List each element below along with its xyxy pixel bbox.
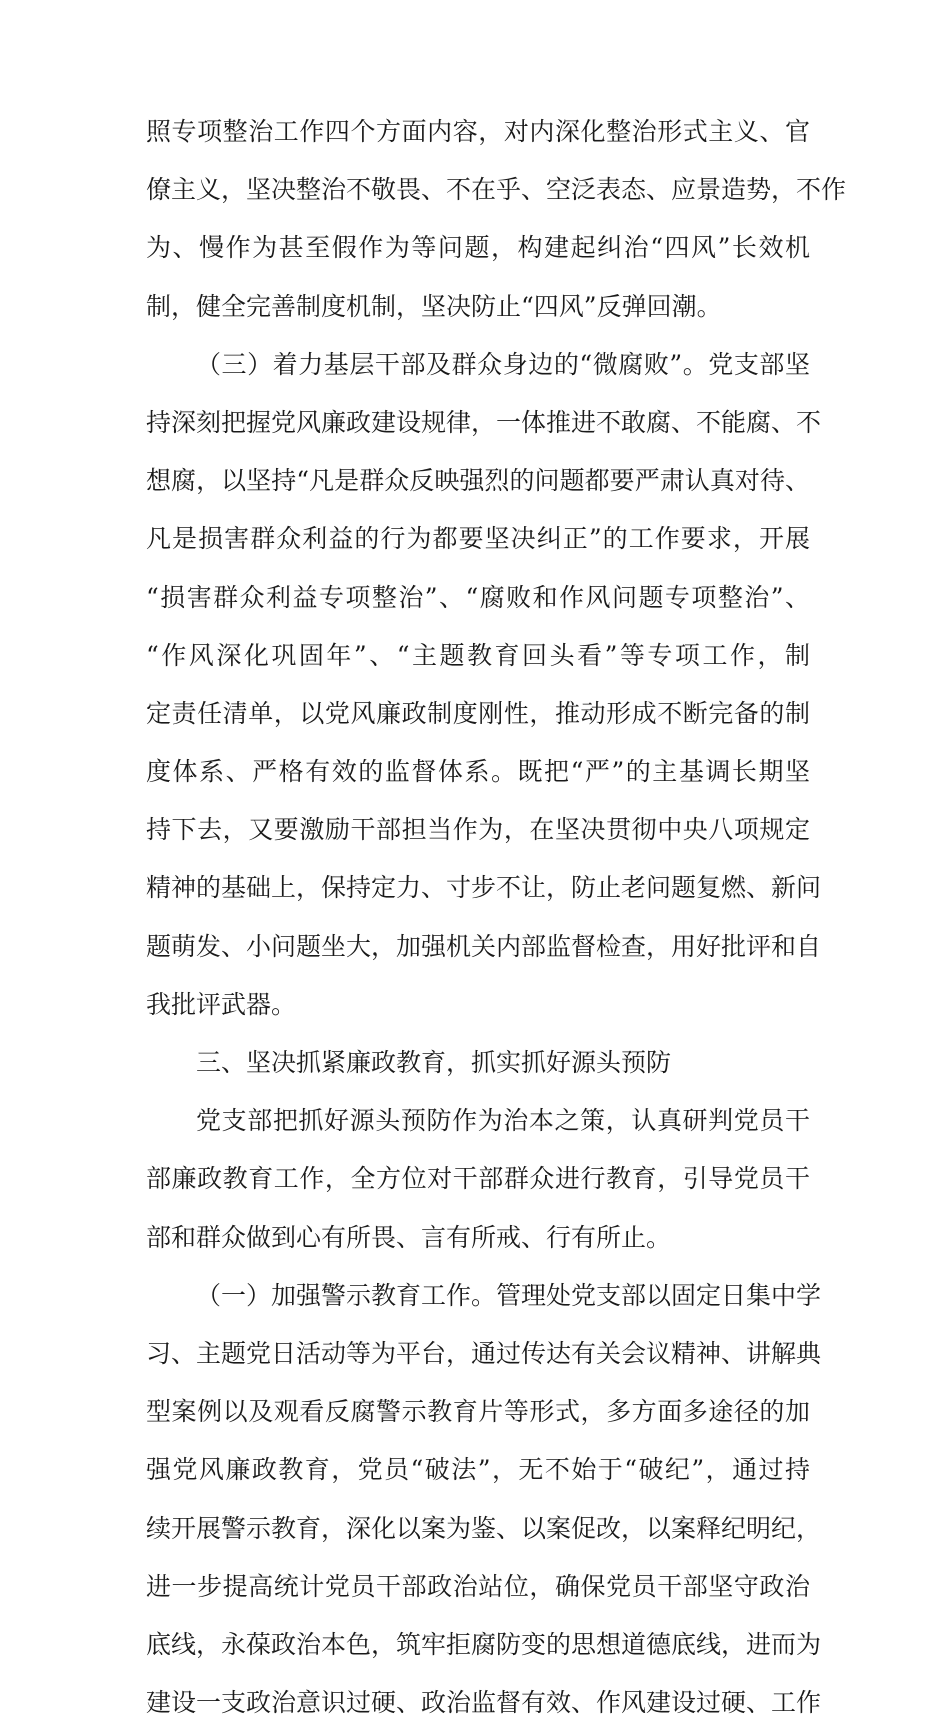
text-line: 进一步提高统计党员干部政治站位，确保党员干部坚守政治: [146, 1571, 810, 1601]
text-line: 建设一支政治意识过硬、政治监督有效、作风建设过硬、工作: [146, 1688, 822, 1718]
text-line: 党支部把抓好源头预防作为治本之策，认真研判党员干: [196, 1106, 810, 1136]
text-line: 度体系、严格有效的监督体系。既把“严”的主基调长期坚: [146, 757, 810, 787]
text-line: 僚主义，坚决整治不敬畏、不在乎、空泛表态、应景造势，不作: [146, 175, 847, 205]
text-line: 凡是损害群众利益的行为都要坚决纠正”的工作要求，开展: [146, 524, 810, 554]
text-line: 强党风廉政教育，党员“破法”，无不始于“破纪”，通过持: [146, 1455, 810, 1485]
paragraph-end-line: 制，健全完善制度机制，坚决防止“四风”反弹回潮。: [146, 291, 722, 321]
text-line: 定责任清单，以党风廉政制度刚性，推动形成不断完备的制: [146, 698, 810, 728]
paragraph-end-line: 部和群众做到心有所畏、言有所戒、行有所止。: [146, 1222, 672, 1252]
text-line: 想腐，以坚持“凡是群众反映强烈的问题都要严肃认真对待、: [146, 466, 810, 496]
text-line: “损害群众利益专项整治”、“腐败和作风问题专项整治”、: [146, 582, 810, 612]
text-line: 持深刻把握党风廉政建设规律，一体推进不敢腐、不能腐、不: [146, 407, 822, 437]
text-line: 题萌发、小问题坐大，加强机关内部监督检查，用好批评和自: [146, 931, 822, 961]
paragraph-end-line: 我批评武器。: [146, 989, 297, 1019]
document-body: [146, 103, 847, 1732]
subsection-heading-line: （一）加强警示教育工作。管理处党支部以固定日集中学: [196, 1280, 822, 1310]
text-line: 底线，永葆政治本色，筑牢拒腐防变的思想道德底线，进而为: [146, 1629, 822, 1659]
section-heading: 三、坚决抓紧廉政教育，抓实抓好源头预防: [196, 1048, 672, 1077]
text-line: “作风深化巩固年”、“主题教育回头看”等专项工作，制: [146, 640, 810, 670]
text-line: 持下去，又要激励干部担当作为，在坚决贯彻中央八项规定: [146, 815, 810, 845]
text-line: 精神的基础上，保持定力、寸步不让，防止老问题复燃、新问: [146, 873, 822, 903]
subsection-heading-line: （三）着力基层干部及群众身边的“微腐败”。党支部坚: [196, 349, 810, 379]
text-line: 为、慢作为甚至假作为等问题，构建起纠治“四风”长效机: [146, 233, 810, 263]
text-line: 续开展警示教育，深化以案为鉴、以案促改，以案释纪明纪，: [146, 1513, 822, 1543]
text-line: 习、主题党日活动等为平台，通过传达有关会议精神、讲解典: [146, 1338, 822, 1368]
text-line: 照专项整治工作四个方面内容，对内深化整治形式主义、官: [146, 117, 810, 146]
text-line: 型案例以及观看反腐警示教育片等形式，多方面多途径的加: [146, 1397, 810, 1427]
text-line: 部廉政教育工作，全方位对干部群众进行教育，引导党员干: [146, 1164, 810, 1194]
